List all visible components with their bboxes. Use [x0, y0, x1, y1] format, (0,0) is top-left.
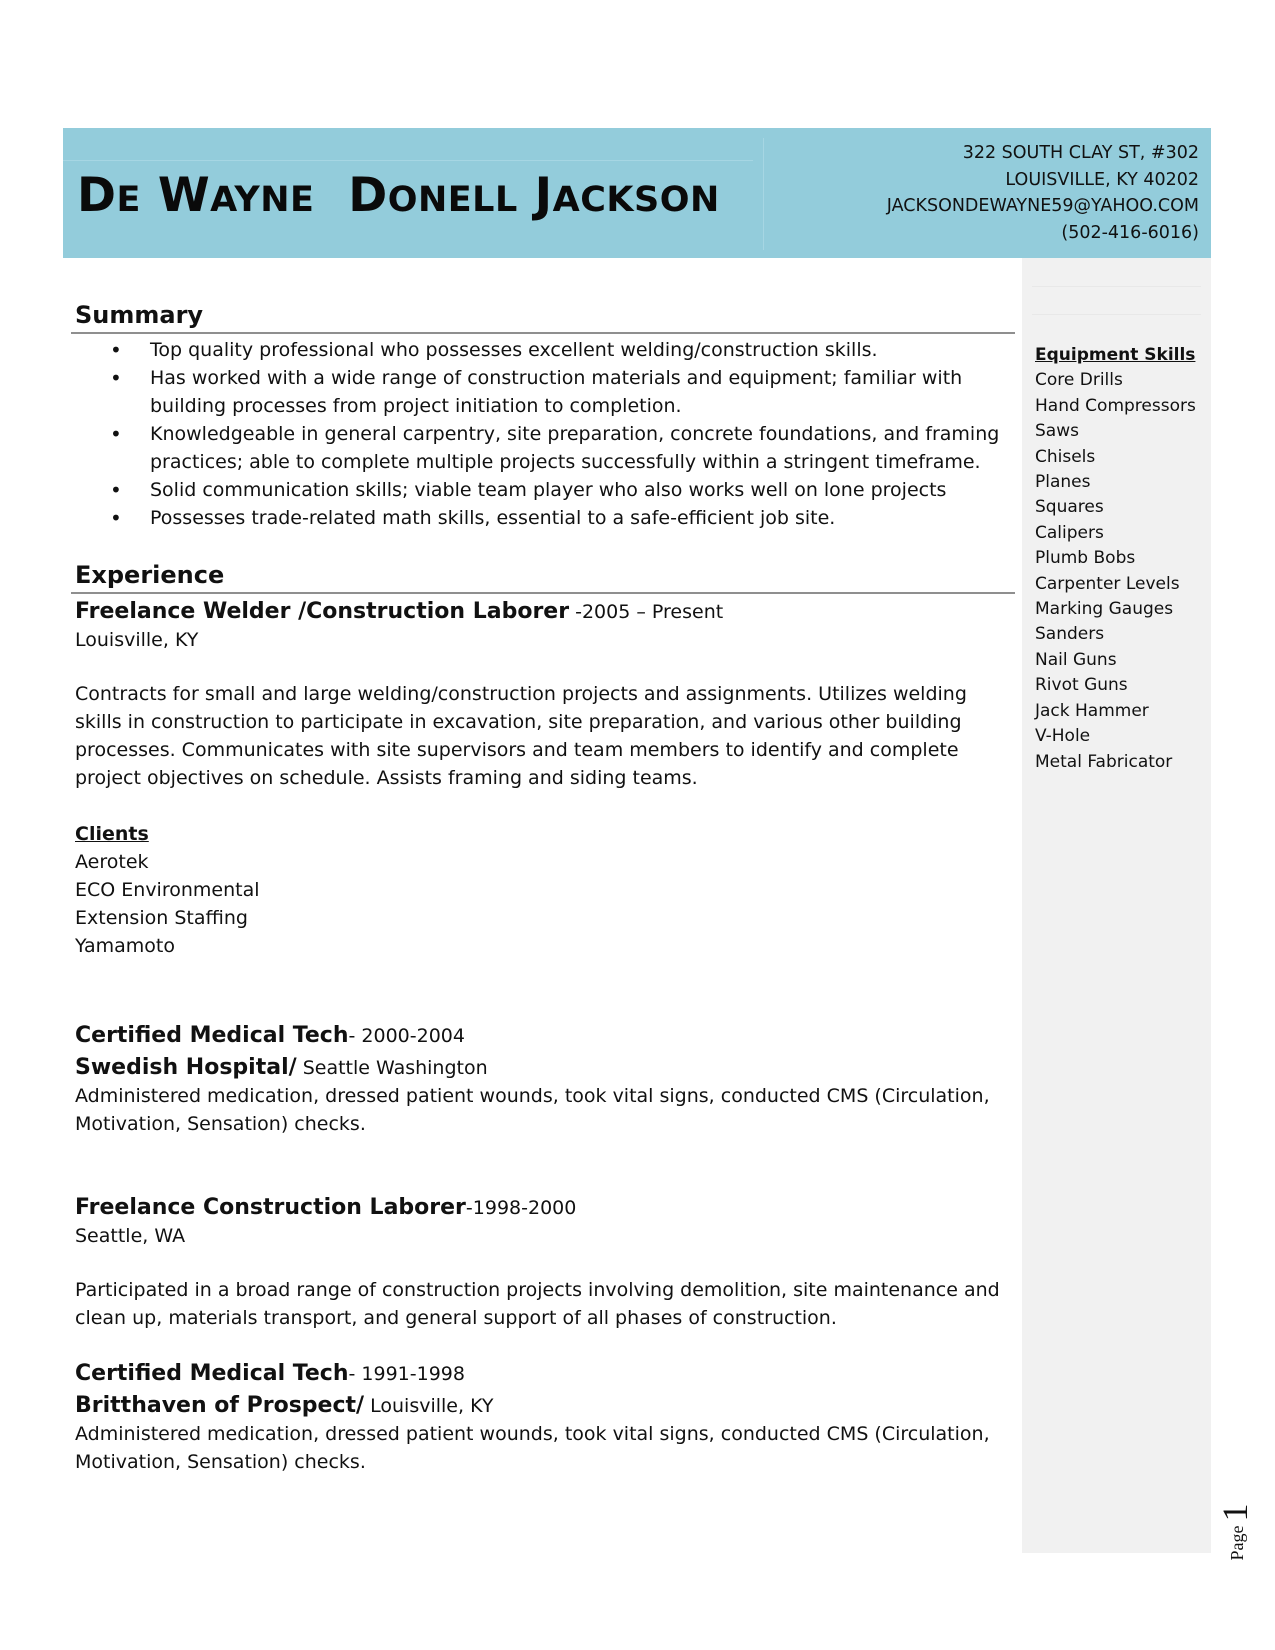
job-entry — [75, 1360, 1015, 1476]
name-initial: D — [77, 168, 117, 223]
header-divider-vertical — [763, 138, 764, 250]
skill-item: Hand Compressors — [1035, 395, 1196, 416]
job-dates: - 1991-1998 — [348, 1363, 465, 1385]
job-entry — [75, 1022, 1015, 1138]
skill-item: Sanders — [1035, 624, 1105, 645]
job-description: Participated in a broad range of construction projects involving demolition, site maintenance and clean up, materials transport, and general support of all phases of construction. — [75, 1279, 1000, 1329]
job-title: Freelance Construction Laborer — [75, 1195, 466, 1220]
page-number: 1 — [1215, 1503, 1255, 1522]
name-initial: J — [534, 168, 553, 223]
name-rest: E — [116, 180, 141, 220]
job-dates: - 2000-2004 — [348, 1025, 465, 1047]
skill-item: Metal Fabricator — [1035, 751, 1173, 772]
candidate-name — [77, 168, 720, 223]
header-divider-horizontal — [63, 160, 753, 161]
job-entry — [75, 1194, 1015, 1332]
summary-bullet: • Possesses trade-related math skills, essential to a safe-efficient job site. — [150, 504, 1015, 532]
equipment-skills-sidebar — [1022, 258, 1211, 1553]
skill-item: Rivot Guns — [1035, 675, 1128, 696]
name-rest: ONELL — [387, 180, 518, 220]
name-initial: D — [348, 168, 388, 223]
experience-rule — [71, 592, 1015, 594]
summary-bullet: • Has worked with a wide range of construction materials and equipment; familiar with building processes from project initiation to completion. — [150, 364, 1015, 420]
summary-bullet: • Knowledgeable in general carpentry, site preparation, concrete foundations, and framing practices; able to complete multiple projects successfully within a stringent timeframe. — [150, 420, 1015, 476]
job-location: Seattle, WA — [75, 1225, 186, 1247]
job-dates: -2005 – Present — [569, 601, 724, 623]
name-rest: ACKSON — [552, 180, 720, 220]
job-entry — [75, 598, 1015, 960]
name-initial: W — [157, 168, 211, 223]
job-description: Administered medication, dressed patient wounds, took vital signs, conducted CMS (Circulation, Motivation, Sensation) checks. — [75, 1423, 990, 1473]
main-content — [75, 300, 1015, 1476]
header-band — [63, 128, 1211, 258]
summary-bullet: • Top quality professional who possesses excellent welding/construction skills. — [150, 336, 1015, 364]
summary-heading: Summary — [75, 301, 204, 329]
client-item: Extension Staffing — [75, 907, 248, 929]
sidebar-rule — [1032, 286, 1201, 287]
contact-phone: (502-416-6016) — [1061, 222, 1199, 243]
skill-item: Squares — [1035, 497, 1104, 518]
skill-item: Marking Gauges — [1035, 599, 1174, 620]
skill-item: Saws — [1035, 421, 1079, 442]
employer-location: Seattle Washington — [296, 1057, 488, 1079]
skill-item: Nail Guns — [1035, 649, 1117, 670]
skill-item: V-Hole — [1035, 726, 1091, 747]
employer-name: Britthaven of Prospect/ — [75, 1393, 365, 1418]
job-location: Louisville, KY — [75, 629, 199, 651]
skill-item: Calipers — [1035, 522, 1104, 543]
clients-heading: Clients — [75, 823, 149, 845]
summary-rule — [71, 332, 1015, 334]
skill-item: Plumb Bobs — [1035, 548, 1136, 569]
job-title: Freelance Welder /Construction Laborer — [75, 599, 570, 624]
skill-item: Jack Hammer — [1035, 700, 1149, 721]
client-item: Aerotek — [75, 851, 149, 873]
employer-name: Swedish Hospital/ — [75, 1055, 297, 1080]
sidebar-rule — [1032, 314, 1201, 315]
contact-city: LOUISVILLE, KY 40202 — [1005, 169, 1199, 190]
client-item: ECO Environmental — [75, 879, 260, 901]
equipment-skills-list — [1035, 343, 1196, 775]
page-label: Page — [1227, 1525, 1247, 1561]
contact-block — [887, 140, 1199, 246]
equipment-skills-title: Equipment Skills — [1035, 345, 1196, 365]
summary-bullet: • Solid communication skills; viable team player who also works well on lone projects — [150, 476, 1015, 504]
job-title: Certified Medical Tech — [75, 1361, 349, 1386]
employer-location: Louisville, KY — [364, 1395, 494, 1417]
contact-address: 322 SOUTH CLAY ST, #302 — [962, 143, 1199, 163]
page-number-marker — [1215, 1493, 1255, 1571]
skill-item: Carpenter Levels — [1035, 573, 1180, 594]
skill-item: Chisels — [1035, 446, 1096, 467]
job-description: Administered medication, dressed patient wounds, took vital signs, conducted CMS (Circulation, Motivation, Sensation) checks. — [75, 1085, 990, 1135]
job-title: Certified Medical Tech — [75, 1023, 349, 1048]
job-description: Contracts for small and large welding/construction projects and assignments. Utilizes welding skills in construction to participate in excavation, site preparation, and various other building processes. Communicates with site supervisors and team members to identify and complete project objectives on schedule. Assists framing and siding teams. — [75, 683, 967, 789]
name-rest: AYNE — [210, 180, 315, 220]
skill-item: Core Drills — [1035, 370, 1123, 391]
client-item: Yamamoto — [75, 935, 175, 957]
contact-email[interactable]: JACKSONDEWAYNE59@YAHOO.COM — [886, 196, 1199, 216]
job-dates: -1998-2000 — [465, 1197, 577, 1219]
skill-item: Planes — [1035, 472, 1091, 493]
summary-bullets — [75, 336, 1015, 532]
experience-heading: Experience — [75, 561, 225, 589]
